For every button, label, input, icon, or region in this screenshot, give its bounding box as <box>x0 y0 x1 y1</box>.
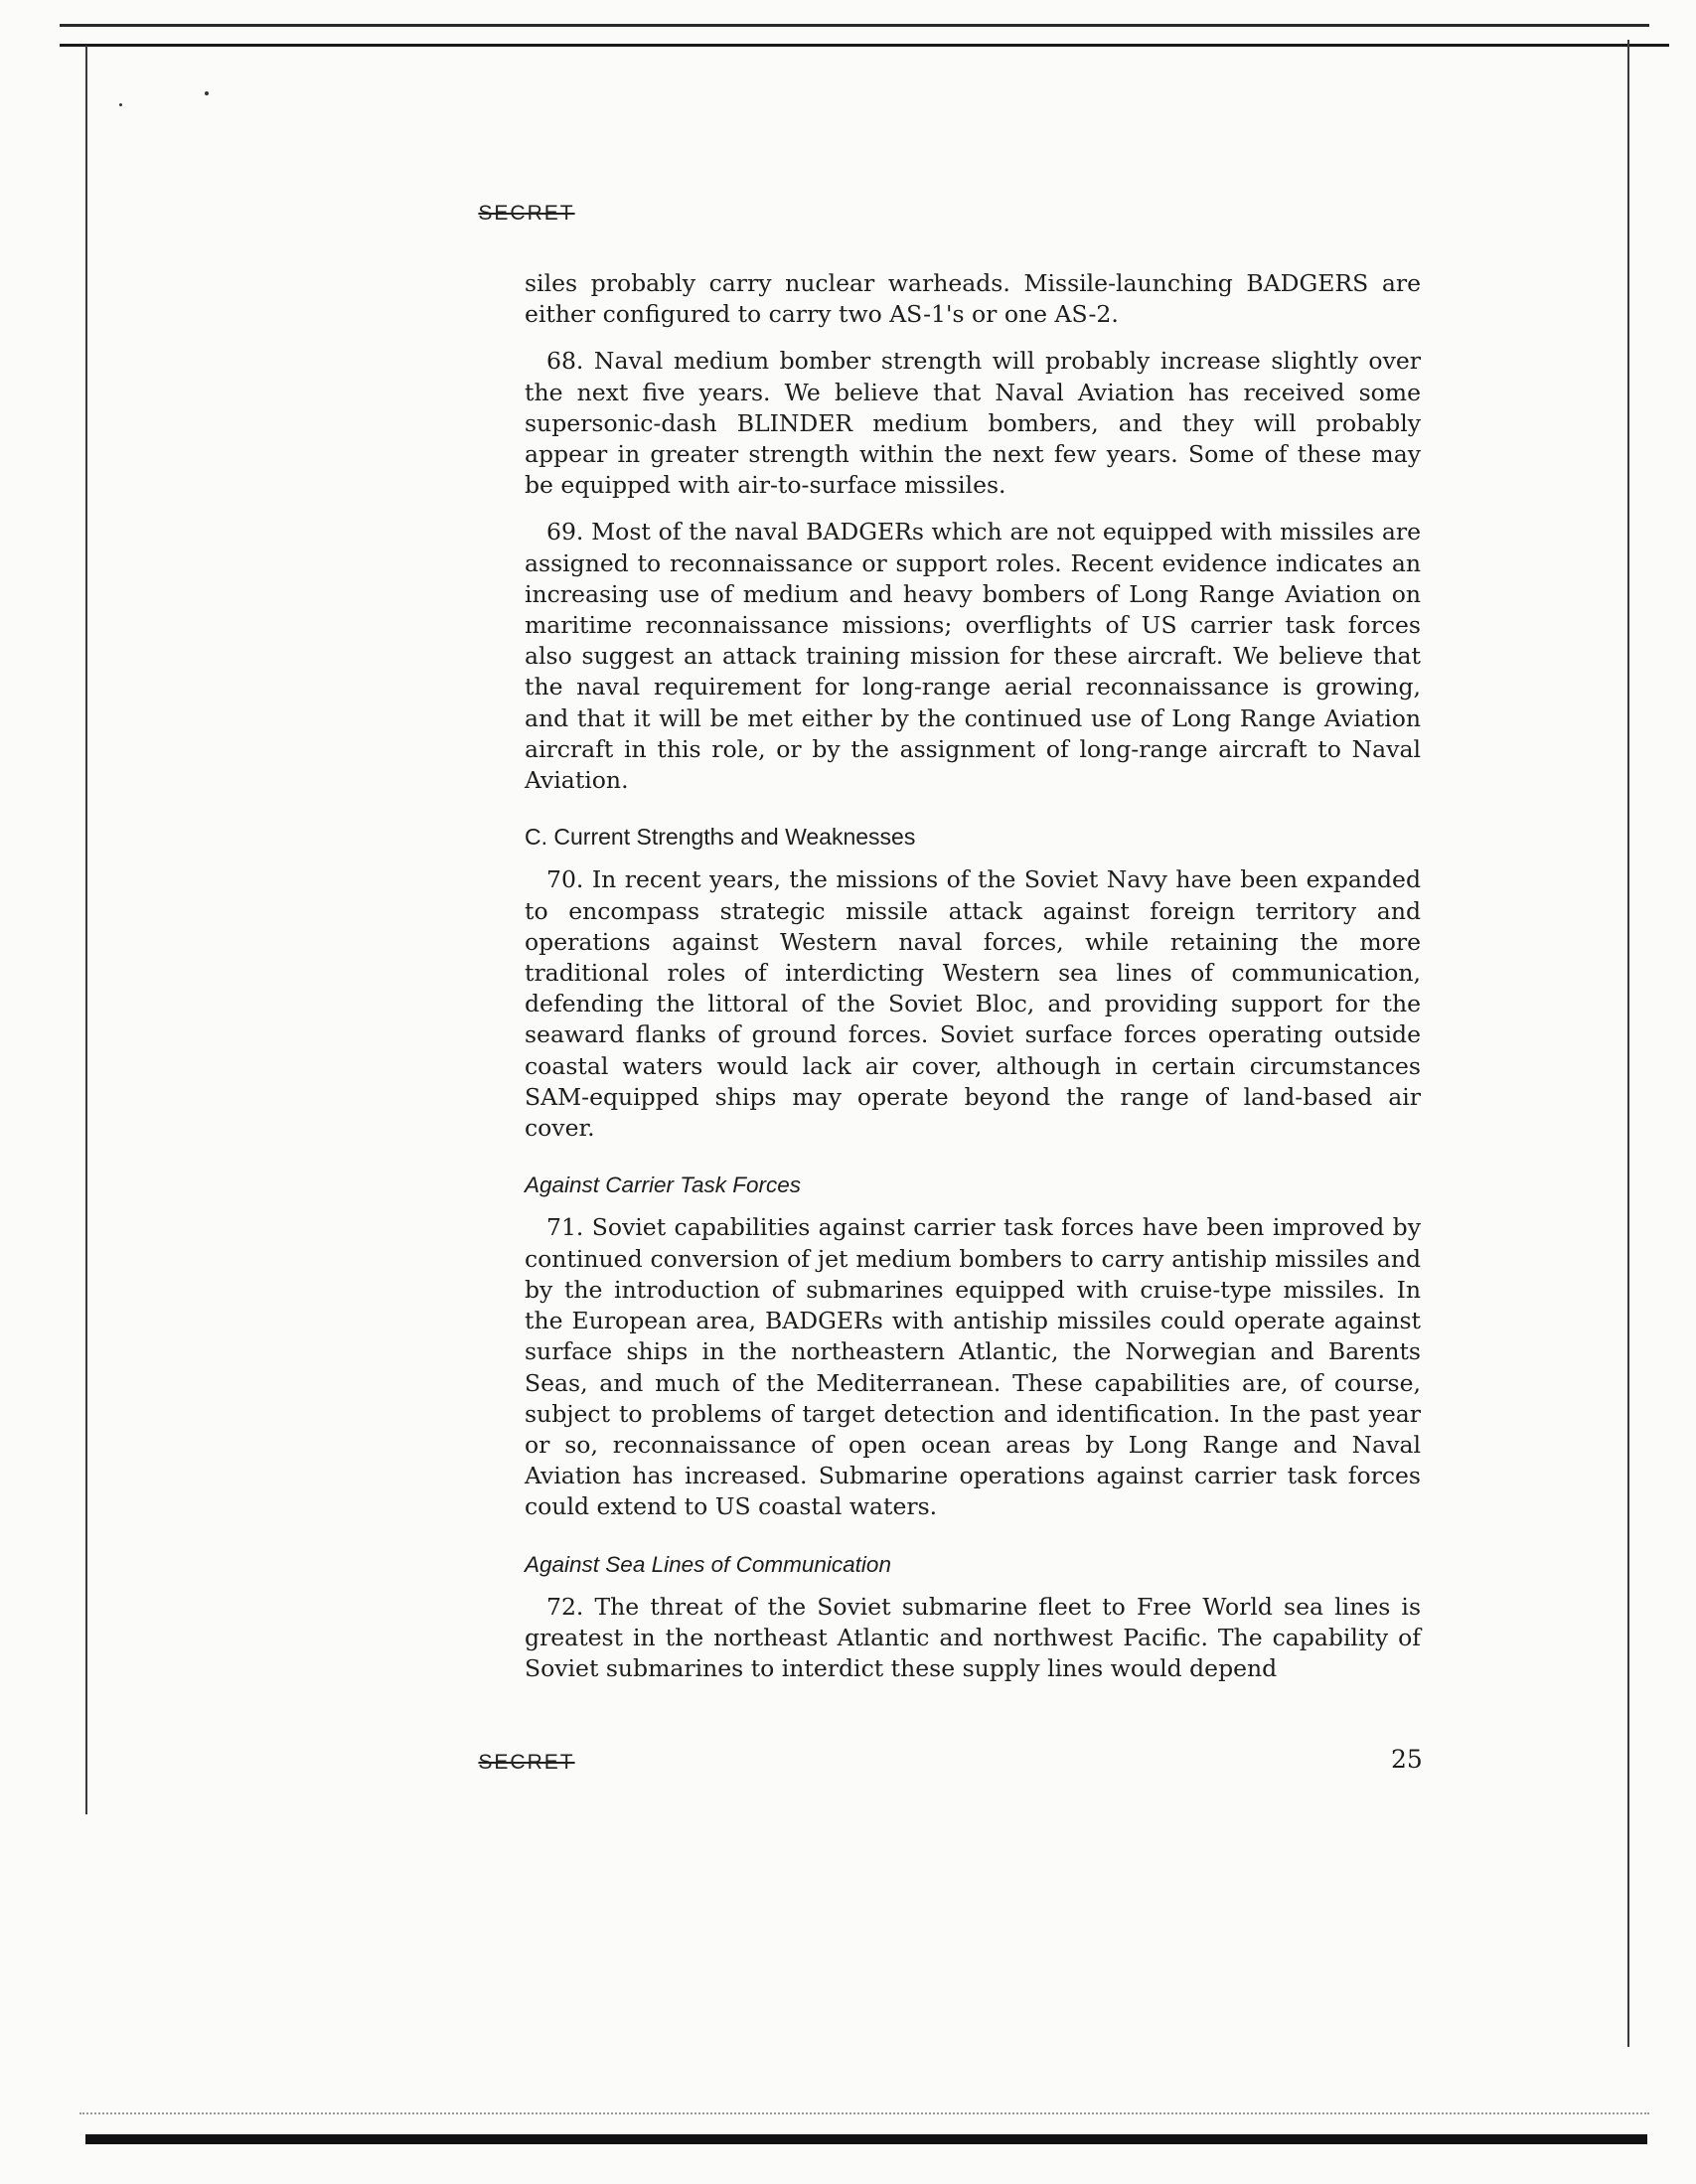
paragraph-70: 70. In recent years, the missions of the Soviet Navy have been expanded to encompass strategic missile attack against foreign territory and operations against Western naval forces, while retaining the more traditional roles of interdicting Western sea lines of communication, defending the littoral of the Soviet Bloc, and providing support for the seaward flanks of ground forces. Soviet surface forces operating outside coastal waters would lack air cover, although in certain circumstances SAM-equipped ships may operate beyond the range of land-based air cover. <box>525 865 1421 1143</box>
paragraph-71: 71. Soviet capabilities against carrier task forces have been improved by continued conversion of jet medium bombers to carry antiship missiles and by the introduction of submarines equipped with cruise-type missiles. In the European area, BADGERs with antiship missiles could operate against surface ships in the northeastern Atlantic, the Norwegian and Barents Seas, and much of the Mediterranean. These capabilities are, of course, subject to problems of target detection and identification. In the past year or so, reconnaissance of open ocean areas by Long Range and Naval Aviation has increased. Submarine operations against carrier task forces could extend to US coastal waters. <box>525 1213 1421 1521</box>
paragraph-72: 72. The threat of the Soviet submarine fleet to Free World sea lines is greatest in the northeast Atlantic and northwest Pacific. The capability of Soviet submarines to interdict these supply lines would depend <box>525 1592 1421 1683</box>
scan-frame-top-inner <box>60 44 1669 47</box>
subheading-carrier-task-forces: Against Carrier Task Forces <box>525 1172 802 1198</box>
page-number: 25 <box>1391 1745 1423 1774</box>
classification-footer: SECRET <box>478 1751 575 1774</box>
section-heading-current-strengths: C. Current Strengths and Weaknesses <box>525 824 916 851</box>
paragraph-68: 68. Naval medium bomber strength will probably increase slightly over the next five years. We believe that Naval Aviation has received some supersonic-dash BLINDER medium bombers, and they will probably appear in greater strength within the next few years. Some of these may be equipped with air-to-surface missiles. <box>525 347 1421 500</box>
classification-header: SECRET <box>478 202 575 225</box>
subheading-sea-lines: Against Sea Lines of Communication <box>525 1551 891 1577</box>
scan-bottom-dots <box>79 2112 1649 2118</box>
scan-bottom-bar <box>85 2134 1647 2144</box>
scan-frame-right <box>1627 40 1629 2047</box>
scan-frame-top <box>60 24 1649 27</box>
page-content <box>525 268 1421 1700</box>
scan-speck <box>205 91 209 95</box>
paragraph-67-continued: siles probably carry nuclear warheads. Missile-launching BADGERS are either configured to carry two AS-1's or one AS-2. <box>525 269 1421 329</box>
scan-frame-left <box>85 46 87 1814</box>
scan-speck <box>119 103 122 106</box>
paragraph-69: 69. Most of the naval BADGERs which are not equipped with missiles are assigned to reconnaissance or support roles. Recent evidence indicates an increasing use of medium and heavy bombers of Long Range Aviation on maritime reconnaissance missions; overflights of US carrier task forces also suggest an attack training mission for these aircraft. We believe that the naval requirement for long-range aerial reconnaissance is growing, and that it will be met either by the continued use of Long Range Aviation aircraft in this role, or by the assignment of long-range aircraft to Naval Aviation. <box>525 518 1421 795</box>
